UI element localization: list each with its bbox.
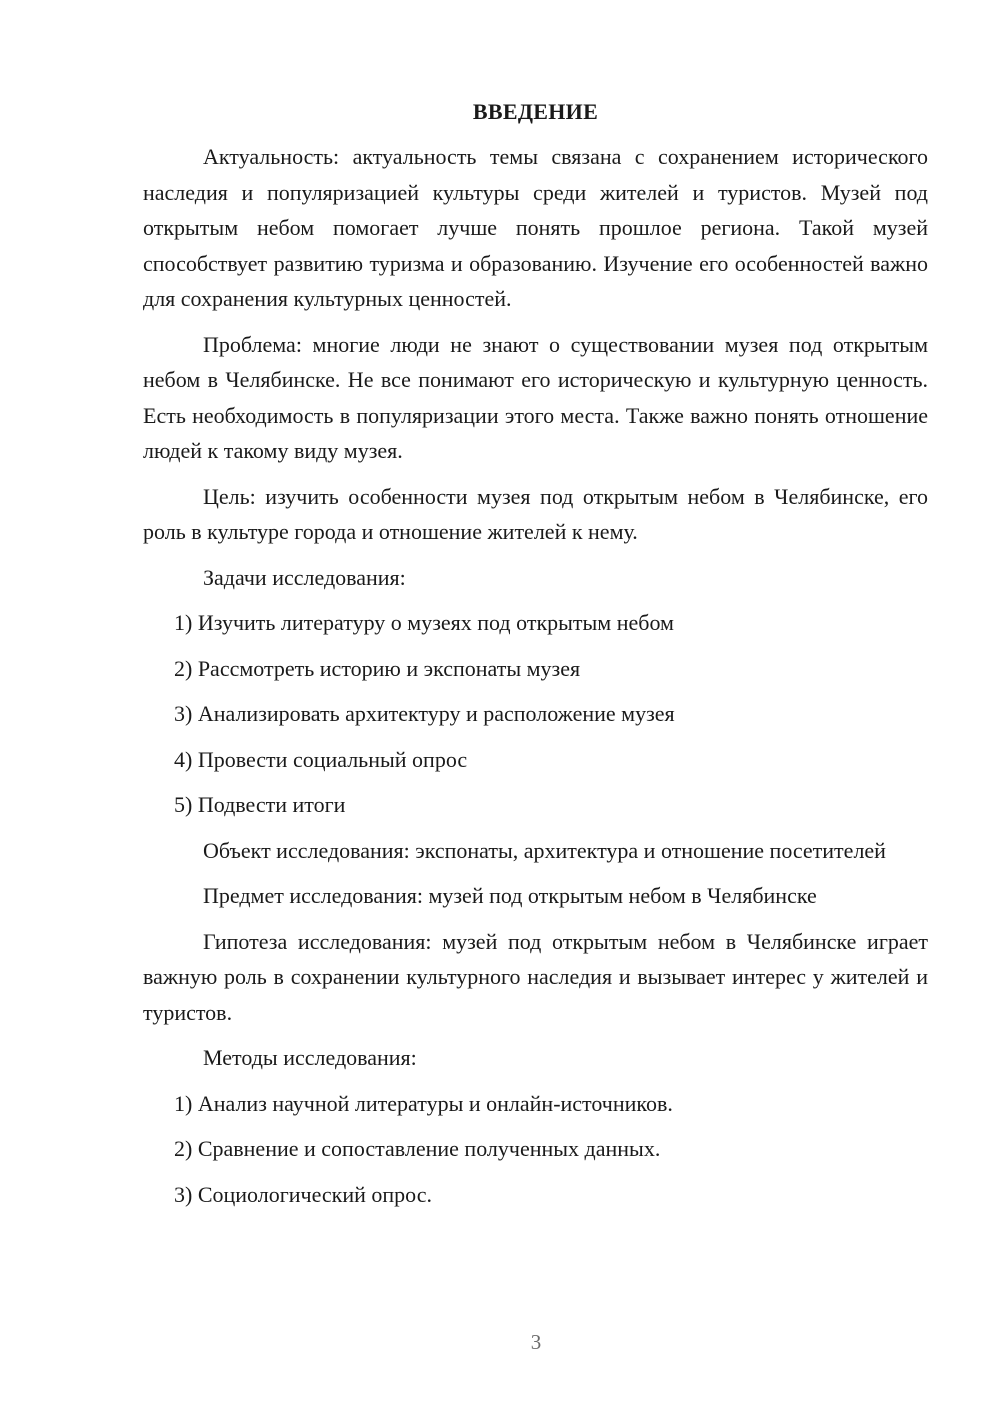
subject-paragraph: Предмет исследования: музей под открытым небом в Челябинске xyxy=(203,883,817,908)
method-item: 2) Сравнение и сопоставление полученных данных. xyxy=(174,1136,661,1161)
problem-paragraph: Проблема: многие люди не знают о существовании музея под открытым небом в Челябинске. Не все понимают его историческую и культурную ценность. Есть необходимость в популяризации этого места. Также важно понять отношение людей к такому виду музея. xyxy=(143,331,928,463)
task-item: 5) Подвести итоги xyxy=(174,792,346,817)
task-item: 1) Изучить литературу о музеях под открытым небом xyxy=(174,610,674,635)
tasks-heading: Задачи исследования: xyxy=(203,564,406,590)
task-item: 4) Провести социальный опрос xyxy=(174,746,468,772)
page-number: 3 xyxy=(530,1330,542,1354)
hypothesis-paragraph: Гипотеза исследования: музей под открытым небом в Челябинске играет важную роль в сохранении культурного наследия и вызывает интерес у жителей и туристов. xyxy=(143,928,928,1025)
section-title: ВВЕДЕНИЕ xyxy=(472,99,599,124)
relevance-paragraph: Актуальность: актуальность темы связана с сохранением исторического наследия и популяризацией культуры среди жителей и туристов. Музей под открытым небом помогает лучше понять прошлое региона. Такой музей способствует развитию туризма и образованию. Изучение его особенностей важно для сохранения культурных ценностей. xyxy=(143,144,928,311)
method-item: 1) Анализ научной литературы и онлайн-источников. xyxy=(174,1090,673,1116)
page-content xyxy=(143,94,928,1212)
goal-paragraph: Цель: изучить особенности музея под открытым небом в Челябинске, его роль в культуре города и отношение жителей к нему. xyxy=(143,483,928,544)
task-item: 3) Анализировать архитектуру и расположение музея xyxy=(174,701,675,726)
task-item: 2) Рассмотреть историю и экспонаты музея xyxy=(174,655,581,681)
methods-heading: Методы исследования: xyxy=(203,1045,417,1070)
method-item: 3) Социологический опрос. xyxy=(174,1181,432,1207)
object-paragraph: Объект исследования: экспонаты, архитектура и отношение посетителей xyxy=(203,837,886,863)
